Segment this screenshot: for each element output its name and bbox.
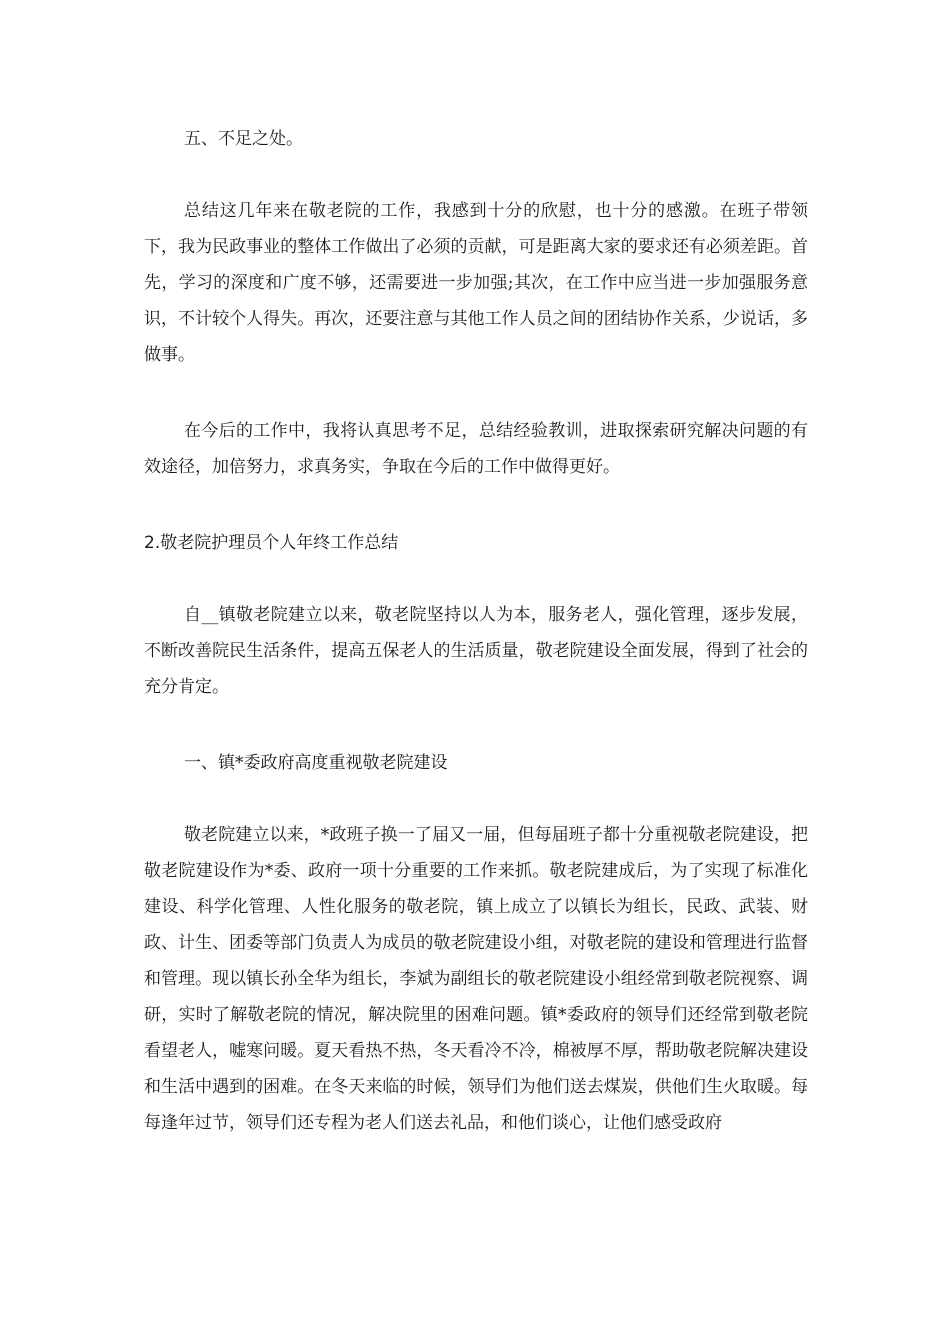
- article-title: 2.敬老院护理员个人年终工作总结: [144, 533, 399, 553]
- section-heading-shortcomings: 五、不足之处。: [184, 129, 303, 149]
- paragraph-future-plan: 在今后的工作中，我将认真思考不足，总结经验教训，进取探索研究解决问题的有效途径，加倍努力，求真务实，争取在今后的工作中做得更好。: [144, 421, 808, 477]
- section-heading-government: 一、镇*委政府高度重视敬老院建设: [184, 753, 448, 773]
- paragraph-government-support: 敬老院建立以来，*政班子换一了届又一届，但每届班子都十分重视敬老院建设，把敬老院建设作为*委、政府一项十分重要的工作来抓。敬老院建成后，为了实现了标准化建设、科学化管理、人性化服务的敬老院，镇上成立了以镇长为组长，民政、武装、财政、计生、团委等部门负责人为成员的敬老院建设小组，对敬老院的建设和管理进行监督和管理。现以镇长孙全华为组长，李斌为副组长的敬老院建设小组经常到敬老院视察、调研，实时了解敬老院的情况，解决院里的困难问题。镇*委政府的领导们还经常到敬老院看望老人，嘘寒问暖。夏天看热不热，冬天看冷不冷，棉被厚不厚，帮助敬老院解决建设和生活中遇到的困难。在冬天来临的时候，领导们为他们送去煤炭，供他们生火取暖。每每逢年过节，领导们还专程为老人们送去礼品，和他们谈心，让他们感受政府: [144, 825, 808, 1133]
- paragraph-intro: 自__镇敬老院建立以来，敬老院坚持以人为本，服务老人，强化管理，逐步发展，不断改善院民生活条件，提高五保老人的生活质量，敬老院建设全面发展，得到了社会的充分肯定。: [144, 605, 808, 697]
- paragraph-summary: 总结这几年来在敬老院的工作，我感到十分的欣慰，也十分的感激。在班子带领下，我为民政事业的整体工作做出了必须的贡献，可是距离大家的要求还有必须差距。首先，学习的深度和广度不够，还需要进一步加强;其次，在工作中应当进一步加强服务意识，不计较个人得失。再次，还要注意与其他工作人员之间的团结协作关系，少说话，多做事。: [144, 201, 808, 365]
